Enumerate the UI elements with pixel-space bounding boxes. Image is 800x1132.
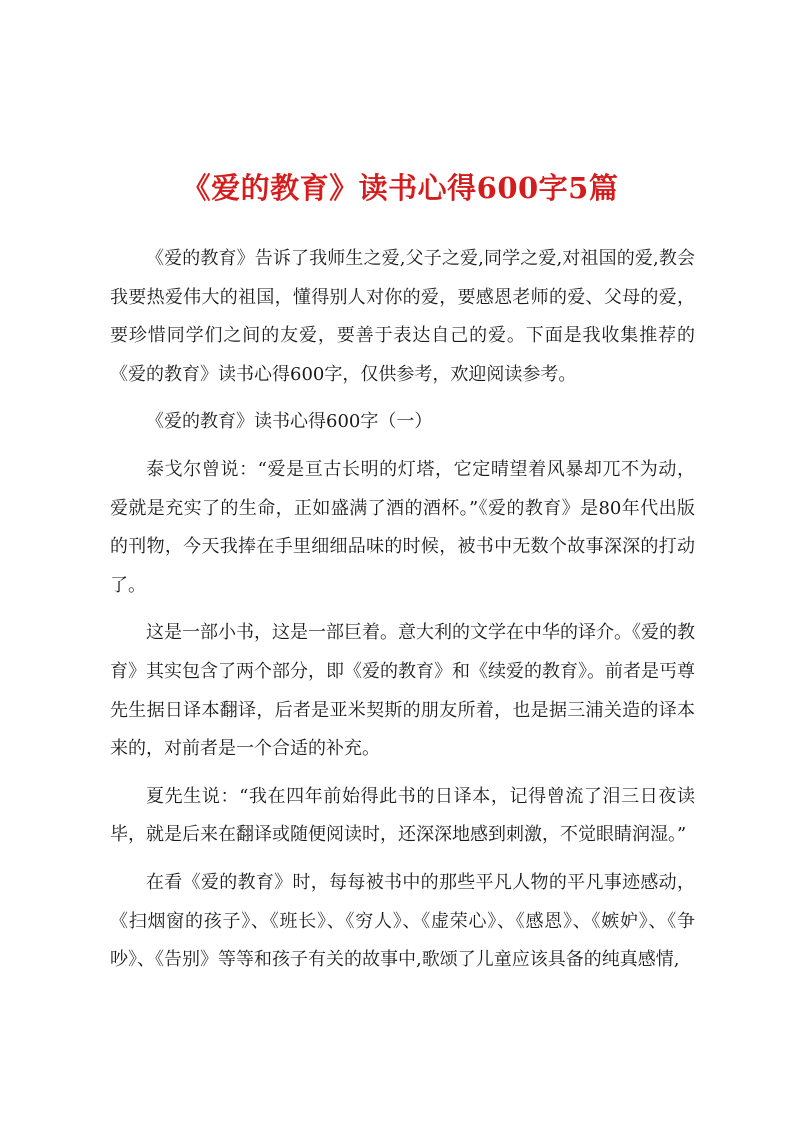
body-paragraph: 在看《爱的教育》时，每每被书中的那些平凡人物的平凡事迹感动，《扫烟窗的孩子》、《班长》、《穷人》、《虚荣心》、《感恩》、《嫉妒》、《争吵》、《告别》等等和孩子有关的故事中,歌颂了儿童应该具备的纯真感情,: [110, 871, 695, 971]
document-body: [110, 240, 695, 989]
body-paragraph: 泰戈尔曾说：“爱是亘古长明的灯塔，它定晴望着风暴却兀不为动，爱就是充实了的生命，正如盛满了酒的酒杯。”《爱的教育》是80年代出版的刊物，今天我捧在手里细细品味的时候，被书中无数个故事深深的打动了。: [110, 458, 695, 596]
section-heading: 《爱的教育》读书心得600字（一）: [146, 411, 433, 433]
intro-paragraph: 《爱的教育》告诉了我师生之爱,父子之爱,同学之爱,对祖国的爱,教会我要热爱伟大的祖国，懂得别人对你的爱，要感恩老师的爱、父母的爱，要珍惜同学们之间的友爱，要善于表达自己的爱。下面是我收集推荐的《爱的教育》读书心得600字，仅供参考，欢迎阅读参考。: [110, 248, 695, 385]
body-paragraph: 这是一部小书，这是一部巨着。意大利的文学在中华的译介。《爱的教育》其实包含了两个部分，即《爱的教育》和《续爱的教育》。前者是丐尊先生据日译本翻译，后者是亚米契斯的朋友所着，也是据三浦关造的译本来的，对前者是一个合适的补充。: [110, 622, 695, 760]
document-title: 《爱的教育》读书心得600字5篇: [181, 171, 619, 205]
body-paragraph: 夏先生说：“我在四年前始得此书的日译本，记得曾流了泪三日夜读毕，就是后来在翻译或随便阅读时，还深深地感到刺激，不觉眼睛润湿。”: [110, 785, 695, 846]
